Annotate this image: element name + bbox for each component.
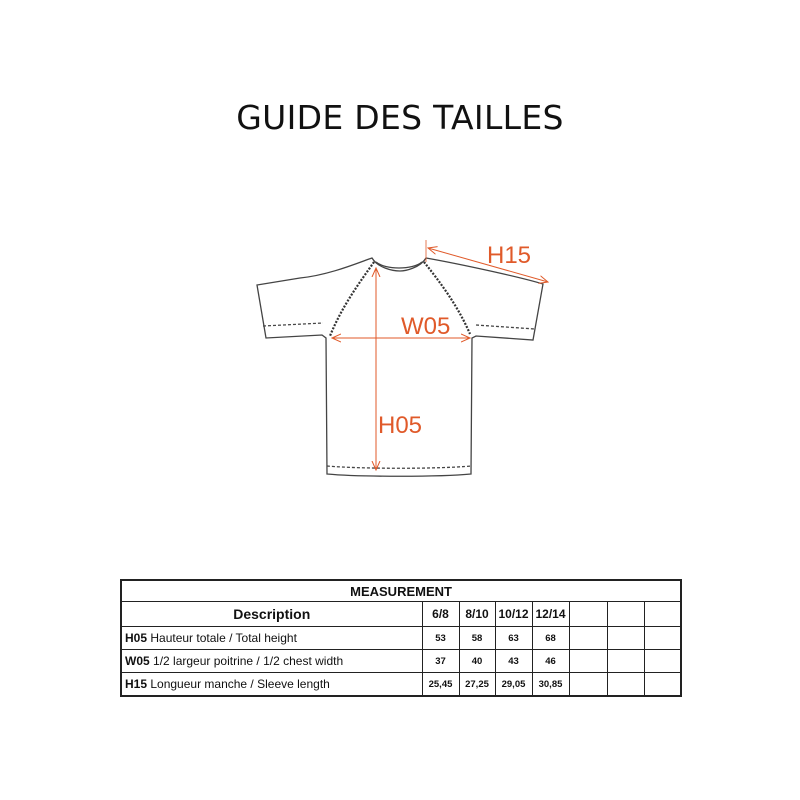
- table-row: [121, 673, 681, 697]
- table-header-row: [121, 602, 681, 627]
- description-header: Description: [121, 602, 422, 627]
- size-header: [644, 602, 681, 627]
- table-cell: [569, 650, 607, 673]
- height-label: H05: [378, 412, 423, 439]
- row-description: [121, 673, 422, 697]
- table-cell: 40: [459, 650, 495, 673]
- row-description: [121, 627, 422, 650]
- table-cell: [644, 650, 681, 673]
- row-code: H15: [125, 677, 148, 691]
- table-cell: [607, 627, 644, 650]
- measurement-table: [120, 579, 682, 697]
- table-cell: [644, 673, 681, 697]
- table-row: [121, 627, 681, 650]
- table-cell: 30,85: [532, 673, 569, 697]
- size-header: 12/14: [532, 602, 569, 627]
- table-cell: 68: [532, 627, 569, 650]
- row-label: 1/2 largeur poitrine / 1/2 chest width: [153, 654, 344, 668]
- row-code: W05: [125, 654, 150, 668]
- table-cell: [569, 627, 607, 650]
- row-description: [121, 650, 422, 673]
- table-cell: [644, 627, 681, 650]
- size-header: 10/12: [495, 602, 532, 627]
- table-row: [121, 650, 681, 673]
- table-title: MEASUREMENT: [121, 580, 681, 602]
- size-header: 6/8: [422, 602, 459, 627]
- table-title-row: [121, 580, 681, 602]
- sleeve-label: H15: [487, 242, 532, 269]
- row-code: H05: [125, 631, 148, 645]
- table-cell: 43: [495, 650, 532, 673]
- chest-measure: [332, 313, 470, 340]
- table-cell: 46: [532, 650, 569, 673]
- table-cell: 25,45: [422, 673, 459, 697]
- size-header: [607, 602, 644, 627]
- row-label: Longueur manche / Sleeve length: [150, 677, 330, 691]
- page-title: GUIDE DES TAILLES: [236, 98, 564, 137]
- table-cell: [607, 650, 644, 673]
- table-cell: [569, 673, 607, 697]
- tshirt-outline: [257, 258, 543, 476]
- size-header: [569, 602, 607, 627]
- table-cell: 29,05: [495, 673, 532, 697]
- height-measure: [376, 268, 422, 470]
- size-header: 8/10: [459, 602, 495, 627]
- chest-label: W05: [401, 313, 451, 340]
- table-cell: 53: [422, 627, 459, 650]
- row-label: Hauteur totale / Total height: [150, 631, 297, 645]
- table-cell: 58: [459, 627, 495, 650]
- table-cell: 37: [422, 650, 459, 673]
- table-cell: 27,25: [459, 673, 495, 697]
- table-cell: 63: [495, 627, 532, 650]
- table-cell: [607, 673, 644, 697]
